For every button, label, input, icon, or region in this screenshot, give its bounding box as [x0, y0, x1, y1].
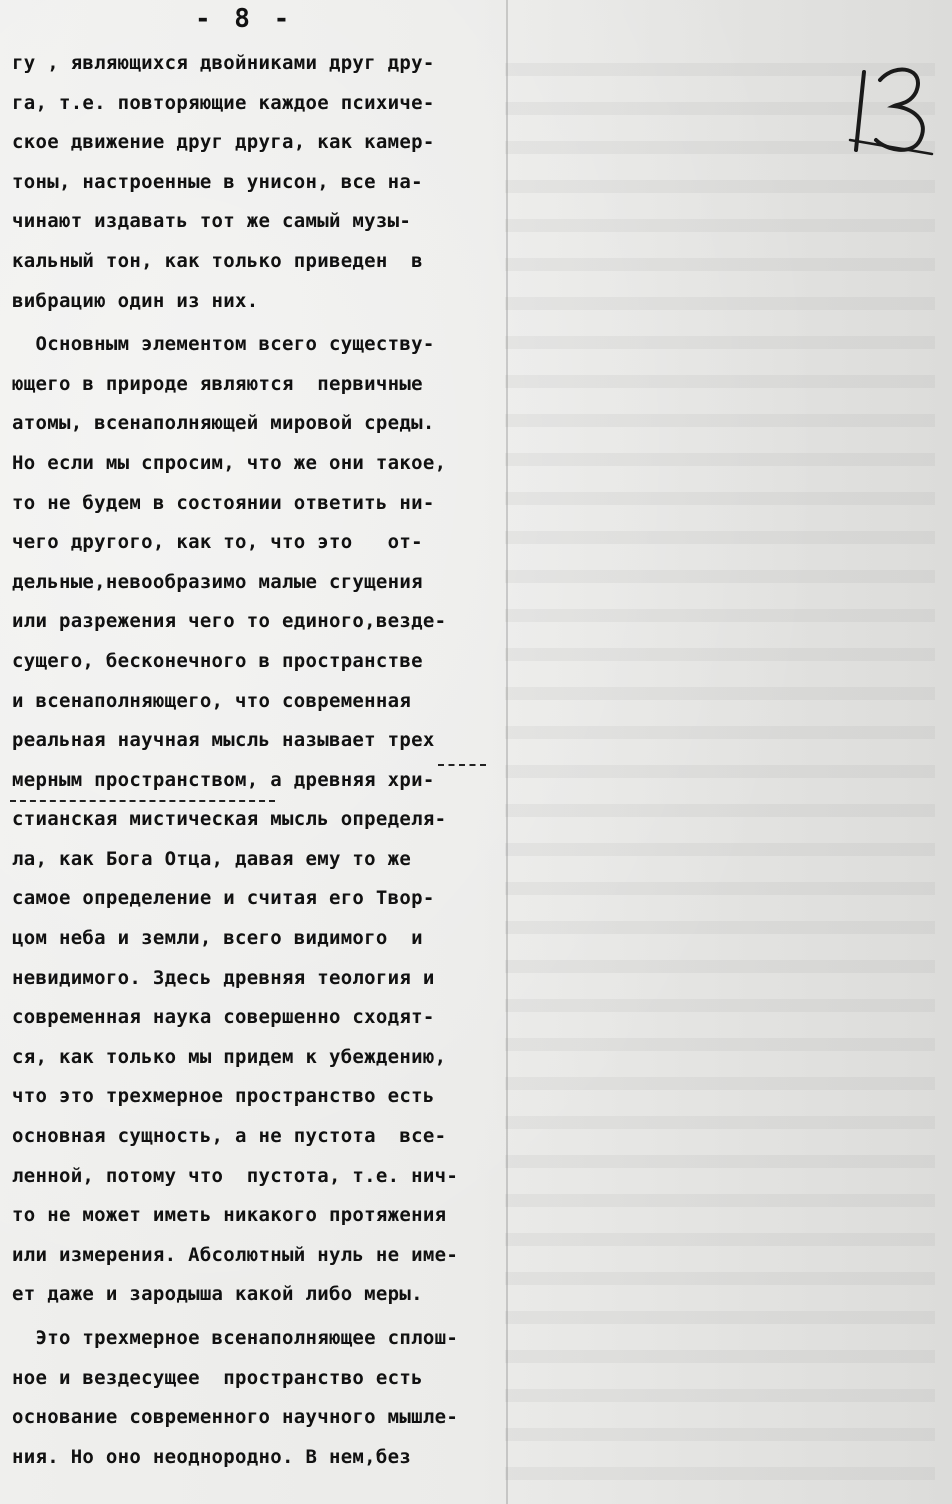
archive-sheet-number [846, 58, 936, 158]
paragraph-1 [12, 44, 504, 321]
text-line: невидимого. Здесь древняя теология и [12, 966, 435, 989]
text-line: кальный тон, как только приведен в [12, 249, 423, 272]
text-line: Основным элементом всего существу- [12, 333, 435, 356]
text-line: или разрежения чего то единого,везде- [12, 610, 447, 633]
text-line: дельные,невообразимо малые сгущения [12, 570, 423, 593]
text-line: ся, как только мы придем к убеждению, [12, 1045, 447, 1068]
text-line: цом неба и земли, всего видимого и [12, 927, 423, 950]
text-line: реальная научная мысль называет трех [12, 729, 435, 752]
text-line: ющего в природе являются первичные [12, 372, 423, 395]
text-line: самое определение и считая его Твор- [12, 887, 435, 910]
text-line: ское движение друг друга, как камер- [12, 131, 435, 154]
text-line: сущего, бесконечного в пространстве [12, 649, 423, 672]
paragraph-2 [12, 325, 504, 1315]
text-line: тоны, настроенные в унисон, все на- [12, 170, 423, 193]
body-text [12, 44, 504, 1477]
text-line: Но если мы спросим, что же они такое, [12, 451, 447, 474]
text-line: и всенаполняющего, что современная [12, 689, 412, 712]
text-line: мерным пространством, а древняя хри- [12, 768, 435, 791]
text-line: ла, как Бога Отца, давая ему то же [12, 847, 412, 870]
text-line: чинают издавать тот же самый музы- [12, 210, 412, 233]
text-line: Это трехмерное всенаполняющее сплош- [12, 1327, 459, 1349]
text-line: чего другого, как то, что это от- [12, 531, 423, 554]
page-fold-shadow [506, 0, 508, 1504]
pencil-underline [10, 800, 275, 802]
text-line: современная наука совершенно сходят- [12, 1006, 435, 1029]
text-line: гу , являющихся двойниками друг дру- [12, 52, 435, 74]
text-line: ленной, потому что пустота, т.е. нич- [12, 1164, 459, 1187]
text-line: основная сущность, а не пустота все- [12, 1125, 447, 1148]
text-line: га, т.е. повторяющие каждое психиче- [12, 91, 435, 114]
text-line: то не может иметь никакого протяжения [12, 1204, 447, 1227]
pencil-underline [438, 764, 486, 766]
bleed-through-texture [505, 40, 935, 1480]
text-line: атомы, всенаполняющей мировой среды. [12, 412, 435, 435]
text-line: или измерения. Абсолютный нуль не име- [12, 1243, 459, 1266]
text-line: ное и вездесущее пространство есть [12, 1366, 423, 1389]
text-line: вибрацию один из них. [12, 289, 259, 312]
text-line: стианская мистическая мысль определя- [12, 808, 447, 831]
text-line: ет даже и зародыша какой либо меры. [12, 1283, 423, 1306]
text-line: то не будем в состоянии ответить ни- [12, 491, 435, 514]
paragraph-3 [12, 1319, 504, 1477]
text-line: ния. Но оно неоднородно. В нем,без [12, 1445, 412, 1468]
page-number: - 8 - [195, 4, 294, 34]
text-line: что это трехмерное пространство есть [12, 1085, 435, 1108]
text-line: основание современного научного мышле- [12, 1406, 459, 1429]
handwritten-number-icon [846, 58, 936, 158]
